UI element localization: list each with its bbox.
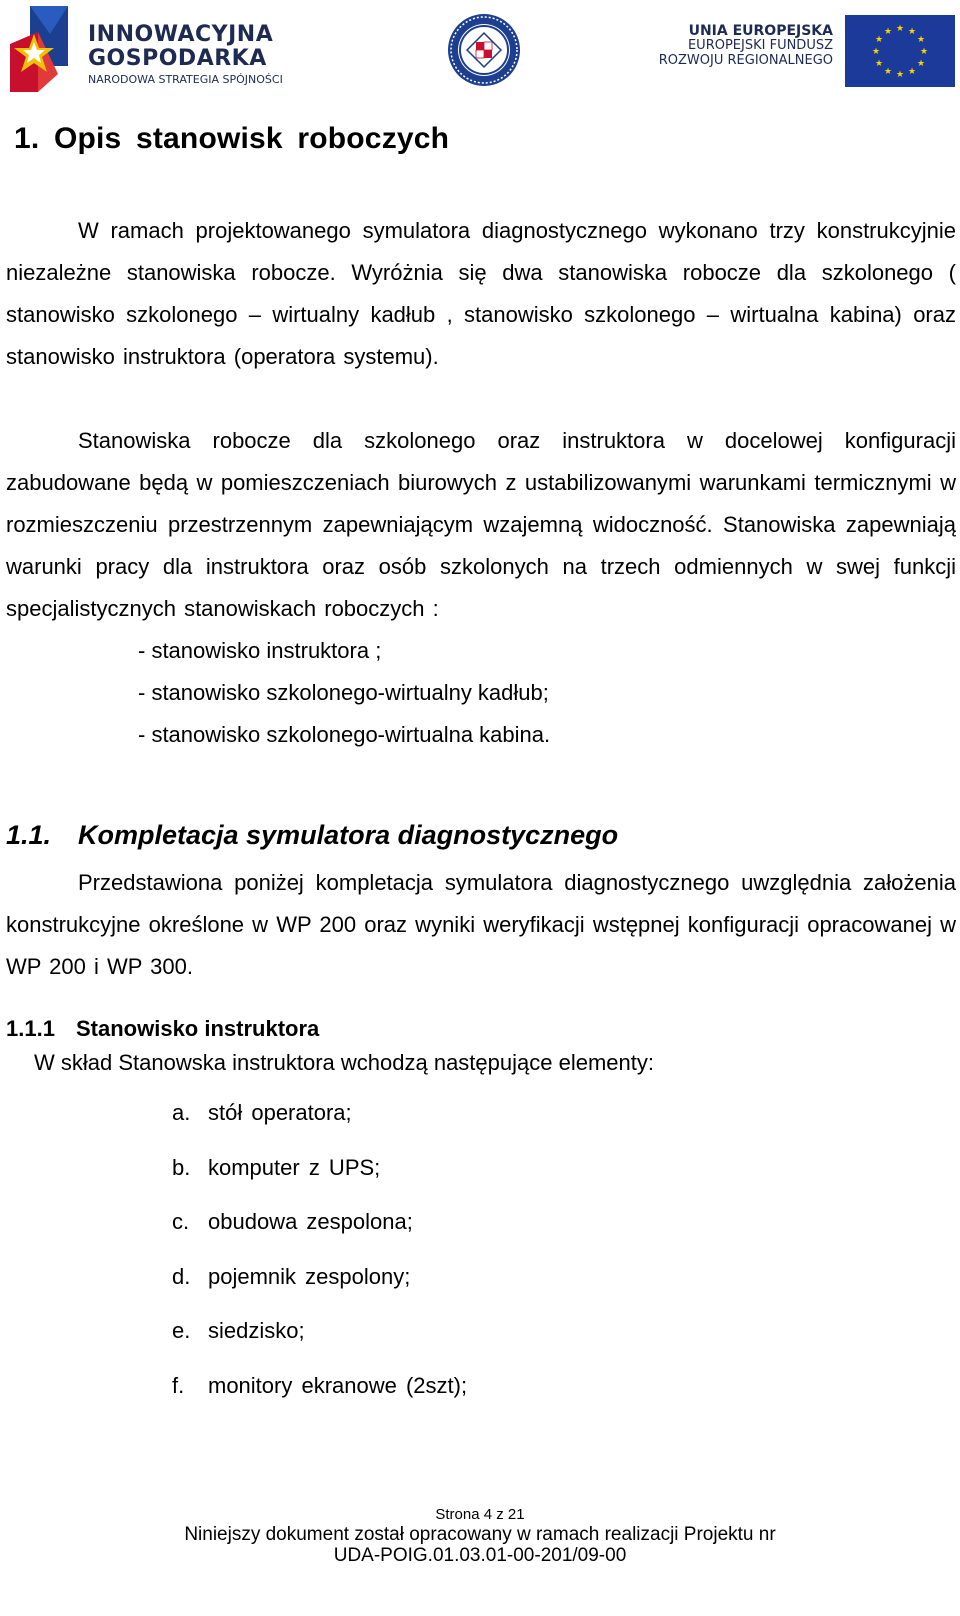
svg-text:★: ★ bbox=[907, 27, 917, 37]
subsubsection-title: Stanowisko instruktora bbox=[76, 1016, 320, 1041]
svg-text:★: ★ bbox=[871, 47, 881, 57]
svg-text:★: ★ bbox=[883, 27, 893, 37]
list-item-text: komputer z UPS; bbox=[208, 1154, 381, 1180]
page-footer bbox=[0, 1506, 960, 1566]
eu-flag-icon bbox=[845, 15, 955, 87]
logo-left-line3: NARODOWA STRATEGIA SPÓJNOŚCI bbox=[88, 73, 283, 86]
list-item bbox=[172, 1316, 956, 1371]
list-item-letter: d. bbox=[172, 1263, 191, 1289]
workstation-list bbox=[6, 630, 956, 756]
list-item bbox=[172, 1207, 956, 1262]
subsection-heading bbox=[6, 818, 956, 852]
list-item-letter: e. bbox=[172, 1318, 191, 1343]
intro-paragraph: W ramach projektowanego symulatora diagnostycznego wykonano trzy konstrukcyjnie niezależne stanowiska robocze. Wyróżnia się dwa stanowiska robocze dla szkolonego ( stanowisko szkolonego – wirtualny kadłub , stanowisko szkolonego – wirtualna kabina) oraz stanowisko instruktora (operatora systemu). bbox=[6, 218, 956, 369]
logo-right-line3: ROZWOJU REGIONALNEGO bbox=[658, 53, 833, 69]
logo-right-line2: EUROPEJSKI FUNDUSZ bbox=[687, 38, 833, 54]
innowacyjna-gospodarka-logo bbox=[8, 4, 298, 94]
star-flag-icon bbox=[8, 4, 78, 94]
list-item: - stanowisko szkolonego-wirtualny kadłub; bbox=[138, 680, 549, 705]
list-item bbox=[172, 1262, 956, 1317]
page-number: Strona 4 z 21 bbox=[435, 1506, 525, 1523]
institute-seal-icon bbox=[446, 12, 522, 88]
list-item-text: obudowa zespolona; bbox=[208, 1209, 413, 1234]
svg-text:★: ★ bbox=[895, 70, 905, 80]
workstations-paragraph: Stanowiska robocze dla szkolonego oraz instruktora w docelowej konfiguracji zabudowane będą w pomieszczeniach biurowych z ustabilizowanymi warunkami termicznymi w rozmieszczeniu przestrzennym zapewniającym wzajemną widoczność. Stanowiska zapewniają warunki pracy dla instruktora oraz osób szkolonych na trzech odmiennych w swej funkcji specjalistycznych stanowiskach roboczych : bbox=[6, 428, 956, 621]
svg-text:★: ★ bbox=[919, 47, 929, 57]
list-item: - stanowisko szkolonego-wirtualna kabina. bbox=[138, 722, 551, 747]
eu-fund-logo bbox=[650, 15, 955, 87]
list-item bbox=[172, 1098, 956, 1153]
logo-right-line1: UNIA EUROPEJSKA bbox=[688, 23, 833, 39]
elements-list bbox=[6, 1098, 956, 1425]
subsubsection-heading bbox=[6, 1014, 956, 1044]
logo-left-line1: INNOWACYJNA bbox=[88, 22, 274, 47]
svg-text:★: ★ bbox=[874, 35, 884, 45]
subsection-title: Kompletacja symulatora diagnostycznego bbox=[78, 820, 619, 850]
svg-text:★: ★ bbox=[883, 67, 893, 77]
list-item-text: stół operatora; bbox=[208, 1100, 352, 1125]
list-item-letter: c. bbox=[172, 1209, 190, 1234]
subsubsection-number: 1.1.1 bbox=[6, 1016, 55, 1041]
svg-text:★: ★ bbox=[916, 35, 926, 45]
list-item: - stanowisko instruktora ; bbox=[138, 638, 382, 663]
list-item-text: monitory ekranowe (2szt); bbox=[208, 1372, 468, 1398]
list-item-letter: f. bbox=[172, 1372, 185, 1398]
list-item-text: pojemnik zespolony; bbox=[208, 1263, 411, 1289]
list-item bbox=[172, 1153, 956, 1208]
subsection-paragraph: Przedstawiona poniżej kompletacja symulatora diagnostycznego uwzględnia założenia konstrukcyjne określone w WP 200 oraz wyniki weryfikacji wstępnej konfiguracji opracowanej w WP 200 i WP 300. bbox=[6, 870, 956, 979]
subsection-number: 1.1. bbox=[6, 820, 52, 850]
svg-text:★: ★ bbox=[916, 59, 926, 69]
elements-intro: W skład Stanowska instruktora wchodzą następujące elementy: bbox=[34, 1050, 654, 1075]
svg-text:★: ★ bbox=[874, 59, 884, 69]
list-item-letter: a. bbox=[172, 1100, 191, 1125]
document-body bbox=[6, 110, 956, 1425]
logo-header bbox=[0, 0, 960, 100]
list-item-text: siedzisko; bbox=[208, 1318, 305, 1343]
logo-left-line2: GOSPODARKA bbox=[88, 46, 267, 71]
list-item-letter: b. bbox=[172, 1154, 191, 1180]
svg-text:★: ★ bbox=[895, 24, 905, 34]
list-item bbox=[172, 1371, 956, 1426]
svg-text:★: ★ bbox=[907, 67, 917, 77]
footer-line1: Niniejszy dokument został opracowany w ramach realizacji Projektu nr bbox=[184, 1524, 776, 1545]
footer-line2: UDA-POIG.01.03.01-00-201/09-00 bbox=[333, 1545, 627, 1566]
section-heading: 1. Opis stanowisk roboczych bbox=[14, 122, 450, 155]
